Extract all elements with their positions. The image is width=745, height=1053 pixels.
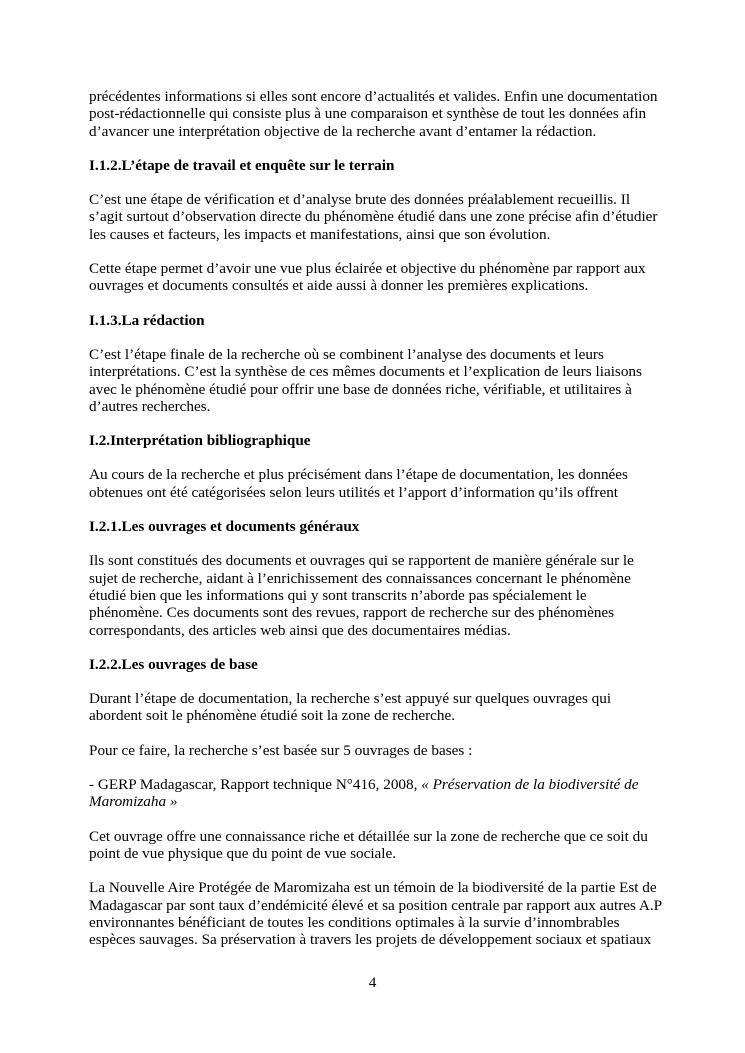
reference-title-cont: Maromizaha » xyxy=(89,793,178,811)
paragraph-fieldwork-2: Cette étape permet d’avoir une vue plus éclairée et objective du phénomène par rapport aux ouvrages et documents consultés et aide aussi à donner les premières explications. xyxy=(89,260,646,295)
heading-bibliographic-interpretation: I.2.Interprétation bibliographique xyxy=(89,432,311,450)
heading-redaction: I.1.3.La rédaction xyxy=(89,311,205,329)
page-number: 4 xyxy=(368,974,377,991)
paragraph-maromizaha: La Nouvelle Aire Protégée de Maromizaha est un témoin de la biodiversité de la partie Est de Madagascar par sont taux d’endémicité élevé et sa position centrale par rapport aux autres A.P environnantes bénéficiant de toutes les conditions optimales à la survie d’innombrables espèces sauvages. Sa préservation à travers les projets de développement sociaux et spatiaux xyxy=(89,879,663,949)
paragraph-redaction: C’est l’étape finale de la recherche où se combinent l’analyse des documents et leurs interprétations. C’est la synthèse de ces mêmes documents et l’explication de leurs liaisons avec le phénomène étudié pour offrir une base de données riche, vérifiable, et utilitaires à d’autres recherches. xyxy=(89,345,642,415)
reference-gerp: - GERP Madagascar, Rapport technique N°416, 2008, « Préservation de la biodiversité de Maromizaha » xyxy=(89,776,639,811)
reference-title: « Préservation de la biodiversité de xyxy=(421,776,639,794)
heading-general-documents: I.2.1.Les ouvrages et documents généraux xyxy=(89,518,360,536)
paragraph-general-documents: Ils sont constitués des documents et ouvrages qui se rapportent de manière générale sur le sujet de recherche, aidant à l’enrichissement des connaissances concernant le phénomène étudié bien que les informations qui y sont transcrits n’aborde pas spécialement le phénomène. Ces documents sont des revues, rapport de recherche sur des phénomènes correspondants, des articles web ainsi que des documentaires médias. xyxy=(89,552,634,639)
paragraph-fieldwork-1: C’est une étape de vérification et d’analyse brute des données préalablement recueillis. Il s’agit surtout d’observation directe du phénomène étudié dans une zone précise afin d’étudier les causes et facteurs, les impacts et manifestations, ainsi que son évolution. xyxy=(89,191,658,243)
paragraph-base-works-2: Pour ce faire, la recherche s’est basée sur 5 ouvrages de bases : xyxy=(89,741,473,759)
paragraph-base-works-1: Durant l’étape de documentation, la recherche s’est appuyé sur quelques ouvrages qui abordent soit le phénomène étudié soit la zone de recherche. xyxy=(89,690,612,725)
paragraph-ouvrage-description: Cet ouvrage offre une connaissance riche et détaillée sur la zone de recherche que ce soit du point de vue physique que du point de vue sociale. xyxy=(89,827,648,862)
paragraph-intro-continuation: précédentes informations si elles sont encore d’actualités et valides. Enfin une documentation post-rédactionnelle qui consiste plus à une comparaison et synthèse de tout les données afin d’avancer une interprétation objective de la recherche avant d’entamer la rédaction. xyxy=(89,88,658,140)
paragraph-bibliographic: Au cours de la recherche et plus précisément dans l’étape de documentation, les données obtenues ont été catégorisées selon leurs utilités et l’apport d’information qu’ils offrent xyxy=(89,466,628,501)
heading-fieldwork: I.1.2.L’étape de travail et enquête sur le terrain xyxy=(89,156,395,174)
document-page xyxy=(89,88,679,965)
heading-base-works: I.2.2.Les ouvrages de base xyxy=(89,655,258,673)
